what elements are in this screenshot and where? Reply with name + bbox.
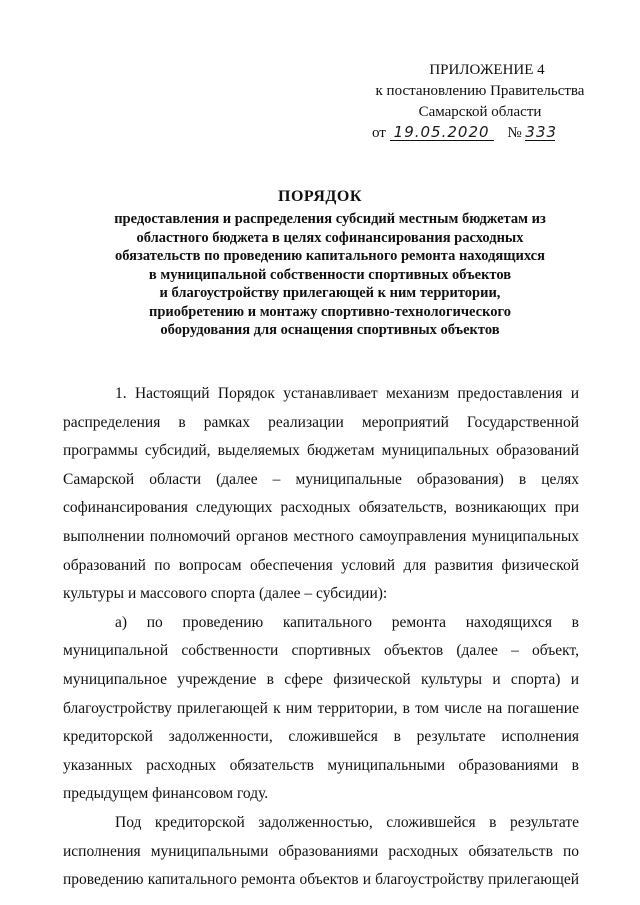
body-line: муниципальное учреждение в сфере физической культуры и спорта) и [63, 670, 579, 688]
document-subtitle [100, 210, 560, 340]
body-line: программы субсидий, выделяемых бюджетам муниципальных образований [63, 442, 579, 460]
handwritten-date: 19.05.2020 [390, 125, 494, 141]
subtitle-line: предоставления и распределения субсидий местным бюджетам из [114, 211, 546, 227]
appendix-title: ПРИЛОЖЕНИЕ 4 [429, 62, 545, 78]
body-line: кредиторской задолженности, сложившейся в результате исполнения [63, 728, 579, 746]
body-line: исполнения муниципальными образованиями расходных обязательств по [63, 842, 579, 860]
body-line: муниципальной собственности спортивных объектов (далее – объект, [63, 642, 579, 660]
body-line: предыдущем финансовом году. [63, 785, 269, 803]
appendix-block [360, 60, 600, 144]
appendix-line-2: Самарской области [418, 104, 542, 120]
body-line: образований по вопросам обеспечения условий для развития физической [63, 556, 579, 574]
body-line: 1. Настоящий Порядок устанавливает механизм предоставления и [115, 385, 579, 402]
subtitle-line: оборудования для оснащения спортивных объектов [160, 322, 500, 338]
body-line: а) по проведению капитального ремонта находящихся в [115, 613, 579, 631]
body-line: софинансирования следующих расходных обязательств, возникающих при [63, 499, 579, 517]
subtitle-line: в муниципальной собственности спортивных объектов [148, 266, 512, 283]
subtitle-line: областного бюджета в целях софинансирования расходных [136, 229, 524, 246]
body-line: проведению капитального ремонта объектов и благоустройству прилегающей [63, 871, 579, 889]
document-title: ПОРЯДОК [278, 188, 362, 205]
body-line: Под кредиторской задолженностью, сложившейся в результате [115, 813, 579, 831]
body-line: культуры и массового спорта (далее – субсидии): [63, 585, 388, 603]
date-prefix: от [372, 125, 386, 141]
subtitle-line: приобретению и монтажу спортивно-технологического [149, 303, 511, 320]
body-line: распределения в рамках реализации мероприятий Государственной [63, 413, 579, 431]
body-line: благоустройству прилегающей к ним территории, в том числе на погашение [63, 699, 579, 717]
body-line: выполнении полномочий органов местного самоуправления муниципальных [63, 527, 579, 545]
appendix-line-1: к постановлению Правительства [375, 83, 585, 99]
subtitle-line: обязательств по проведению капитального ремонта находящихся [115, 248, 545, 264]
body-line: указанных расходных обязательств муниципальными образованиями в [63, 756, 579, 774]
number-prefix: № [507, 125, 522, 141]
handwritten-number: 333 [525, 123, 558, 141]
appendix-date-line [360, 123, 600, 144]
subtitle-line: и благоустройству прилегающей к ним территории, [159, 285, 501, 301]
document-body [63, 380, 579, 895]
body-line: Самарской области (далее – муниципальные образования) в целях [63, 470, 579, 488]
